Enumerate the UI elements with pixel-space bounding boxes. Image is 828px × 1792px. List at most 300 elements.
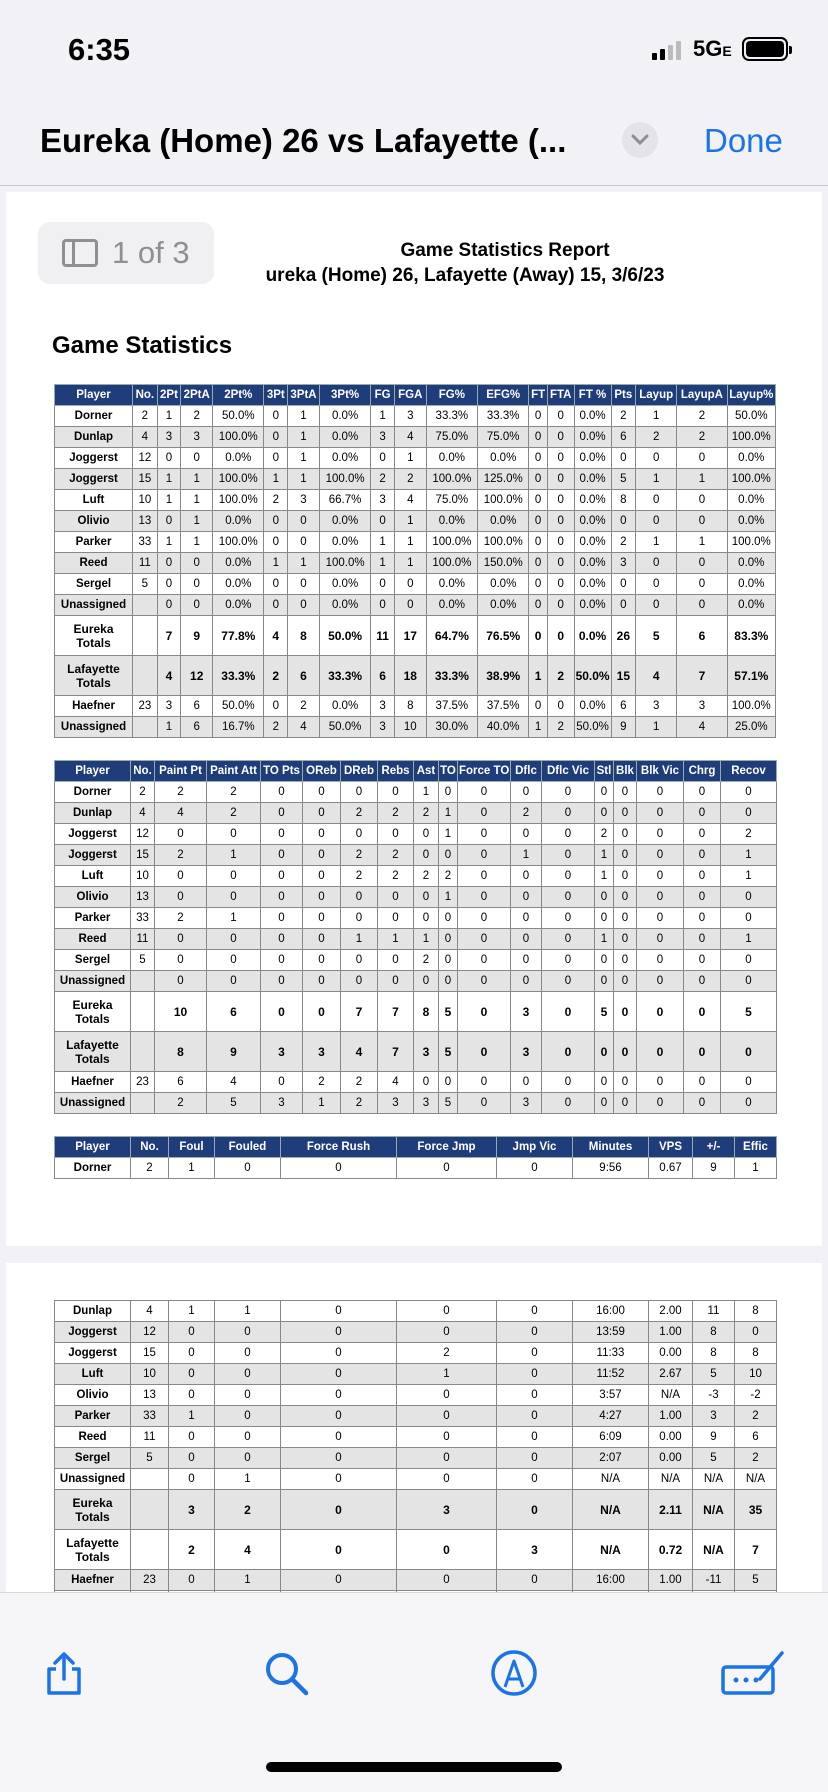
- document-title[interactable]: Eureka (Home) 26 vs Lafayette (...: [40, 122, 567, 159]
- stat-cell: 2: [414, 950, 439, 971]
- stat-cell: 11: [371, 616, 395, 656]
- stat-cell: 50.0%: [319, 616, 370, 656]
- stat-cell: 0: [458, 824, 511, 845]
- stat-cell: 3: [636, 696, 677, 717]
- column-header: Blk: [614, 761, 637, 782]
- stat-cell: 0: [458, 929, 511, 950]
- stat-cell: 0: [281, 1364, 397, 1385]
- stat-cell: 0: [529, 595, 547, 616]
- stat-cell: 0: [511, 866, 542, 887]
- stat-cell: 1: [288, 469, 320, 490]
- stat-cell: 0.0%: [727, 511, 775, 532]
- stat-cell: 12: [181, 656, 213, 696]
- stat-cell: 16:00: [573, 1570, 649, 1591]
- player-name-cell: Unassigned: [55, 1093, 131, 1114]
- search-icon[interactable]: [262, 1649, 310, 1697]
- stat-cell: 0.0%: [574, 616, 611, 656]
- stat-cell: 0: [677, 511, 727, 532]
- stat-cell: 1: [378, 929, 414, 950]
- stat-cell: 0: [378, 971, 414, 992]
- stat-cell: 16:00: [573, 1301, 649, 1322]
- stat-cell: 0: [303, 803, 341, 824]
- stat-cell: 2: [155, 908, 207, 929]
- stat-cell: 0: [595, 1032, 614, 1072]
- stat-cell: 3: [371, 696, 395, 717]
- stat-cell: 0: [542, 803, 595, 824]
- stat-cell: 1: [303, 1093, 341, 1114]
- stat-cell: 3: [371, 427, 395, 448]
- share-icon[interactable]: [40, 1649, 88, 1697]
- stat-cell: 50.0%: [574, 717, 611, 738]
- stat-cell: 4: [155, 803, 207, 824]
- stat-cell: 0.0%: [574, 511, 611, 532]
- table-row: [55, 1469, 777, 1490]
- stat-cell: 0: [458, 1072, 511, 1093]
- column-header: FGA: [394, 385, 426, 406]
- column-header: Recov: [721, 761, 777, 782]
- stat-cell: 75.0%: [478, 427, 529, 448]
- stat-cell: 100.0%: [478, 532, 529, 553]
- stat-cell: 0.0%: [426, 574, 477, 595]
- stat-cell: -3: [693, 1385, 735, 1406]
- stat-cell: 3: [414, 1093, 439, 1114]
- stat-cell: 3: [371, 717, 395, 738]
- column-header: VPS: [649, 1137, 693, 1158]
- done-button[interactable]: Done: [704, 122, 783, 159]
- stat-cell: 0: [637, 908, 684, 929]
- stat-cell: 0: [614, 782, 637, 803]
- stat-cell: 0: [721, 1032, 777, 1072]
- stat-cell: 0: [542, 929, 595, 950]
- column-header: LayupA: [677, 385, 727, 406]
- table-row: [55, 887, 777, 908]
- stat-cell: 0: [735, 1322, 777, 1343]
- stat-cell: 0: [614, 1093, 637, 1114]
- stat-cell: 0: [529, 511, 547, 532]
- stat-cell: 0: [547, 532, 574, 553]
- column-header: Effic: [735, 1137, 777, 1158]
- stat-cell: 0: [497, 1427, 573, 1448]
- player-name-cell: Dunlap: [55, 803, 131, 824]
- stat-cell: 0: [611, 595, 636, 616]
- player-name-cell: Dunlap: [55, 1301, 131, 1322]
- stat-cell: 0: [261, 950, 303, 971]
- stat-cell: 0: [215, 1406, 281, 1427]
- stat-cell: 5: [611, 469, 636, 490]
- stat-cell: 18: [394, 656, 426, 696]
- stat-cell: 2: [735, 1406, 777, 1427]
- stat-cell: 1: [288, 406, 320, 427]
- stat-cell: 0: [542, 971, 595, 992]
- stat-cell: 1: [169, 1301, 215, 1322]
- player-name-cell: Eureka Totals: [55, 616, 133, 656]
- stat-cell: 0: [264, 406, 288, 427]
- stat-cell: 0: [181, 574, 213, 595]
- stat-cell: 12: [131, 1322, 169, 1343]
- stat-cell: 0: [497, 1301, 573, 1322]
- stat-cell: 13:59: [573, 1322, 649, 1343]
- stat-cell: 0: [497, 1385, 573, 1406]
- stat-cell: 0: [371, 595, 395, 616]
- player-name-cell: Luft: [55, 490, 133, 511]
- stat-cell: 0: [378, 824, 414, 845]
- stat-cell: 0.0%: [574, 427, 611, 448]
- markup-pen-icon[interactable]: [490, 1649, 538, 1697]
- stat-cell: 33: [131, 908, 155, 929]
- column-header: EFG%: [478, 385, 529, 406]
- stat-cell: 37.5%: [478, 696, 529, 717]
- stat-cell: 0: [397, 1448, 497, 1469]
- stat-cell: 3: [677, 696, 727, 717]
- stat-cell: 8: [693, 1322, 735, 1343]
- stat-cell: 0: [261, 824, 303, 845]
- stat-cell: 33: [131, 1406, 169, 1427]
- table-row: [55, 908, 777, 929]
- stat-cell: 0: [378, 782, 414, 803]
- stat-cell: 0: [207, 824, 261, 845]
- stat-cell: 2: [155, 782, 207, 803]
- title-menu-button[interactable]: [622, 122, 658, 158]
- stat-cell: 3: [288, 490, 320, 511]
- stat-cell: 1: [721, 929, 777, 950]
- stat-cell: 0.00: [649, 1448, 693, 1469]
- stat-cell: 2: [215, 1490, 281, 1530]
- stat-cell: 50.0%: [213, 696, 264, 717]
- stat-cell: 83.3%: [727, 616, 775, 656]
- report-subtitle: ureka (Home) 26, Lafayette (Away) 15, 3/6/23: [265, 265, 665, 286]
- stat-cell: 0: [371, 448, 395, 469]
- stat-cell: [131, 971, 155, 992]
- player-name-cell: Reed: [55, 553, 133, 574]
- player-name-cell: Lafayette Totals: [55, 1530, 131, 1570]
- column-header: 2Pt: [157, 385, 181, 406]
- stat-cell: 1: [394, 532, 426, 553]
- stat-cell: 0: [497, 1322, 573, 1343]
- table-row: [55, 616, 776, 656]
- table-row: [55, 469, 776, 490]
- stat-cell: 0: [614, 845, 637, 866]
- stat-cell: 0: [261, 992, 303, 1032]
- stat-cell: 0.0%: [319, 595, 370, 616]
- player-name-cell: Luft: [55, 866, 131, 887]
- stat-cell: 3: [303, 1032, 341, 1072]
- stat-cell: 0: [684, 971, 721, 992]
- stat-cell: 0: [614, 887, 637, 908]
- stat-cell: 0: [261, 782, 303, 803]
- stat-cell: 0: [529, 406, 547, 427]
- stat-cell: 0: [458, 971, 511, 992]
- stat-cell: 0: [611, 574, 636, 595]
- stat-cell: 2:07: [573, 1448, 649, 1469]
- stat-cell: 0: [261, 866, 303, 887]
- player-name-cell: Lafayette Totals: [55, 1032, 131, 1072]
- stat-cell: 1: [529, 717, 547, 738]
- stat-cell: 1: [636, 406, 677, 427]
- stat-cell: 6: [181, 696, 213, 717]
- stat-cell: 0: [288, 574, 320, 595]
- stat-cell: 12: [131, 824, 155, 845]
- player-name-cell: Joggerst: [55, 1322, 131, 1343]
- stat-cell: 5: [439, 992, 458, 1032]
- column-header: Minutes: [573, 1137, 649, 1158]
- stat-cell: 2: [303, 1072, 341, 1093]
- stat-cell: 75.0%: [426, 427, 477, 448]
- stat-cell: [131, 1490, 169, 1530]
- stat-cell: 0: [684, 1072, 721, 1093]
- stat-cell: 3: [181, 427, 213, 448]
- stat-cell: 0: [637, 950, 684, 971]
- stat-cell: 0: [614, 929, 637, 950]
- stat-cell: 0: [595, 971, 614, 992]
- stat-cell: 0: [595, 1093, 614, 1114]
- stat-cell: 0.00: [649, 1427, 693, 1448]
- stat-cell: 50.0%: [727, 406, 775, 427]
- stat-cell: 125.0%: [478, 469, 529, 490]
- stat-cell: 4: [215, 1530, 281, 1570]
- column-header: DReb: [341, 761, 378, 782]
- player-name-cell: Joggerst: [55, 469, 133, 490]
- stat-cell: 0: [542, 845, 595, 866]
- stat-cell: N/A: [735, 1469, 777, 1490]
- stat-cell: 2: [341, 1072, 378, 1093]
- stat-cell: 0: [215, 1322, 281, 1343]
- stat-cell: 5: [131, 950, 155, 971]
- stat-cell: 0: [637, 1072, 684, 1093]
- stat-cell: 4: [133, 427, 158, 448]
- stat-cell: 1: [414, 782, 439, 803]
- stat-cell: 0: [721, 908, 777, 929]
- stat-cell: 38.9%: [478, 656, 529, 696]
- stat-cell: 6: [207, 992, 261, 1032]
- stat-cell: 0: [614, 1032, 637, 1072]
- stat-cell: 0: [547, 616, 574, 656]
- stat-cell: 0: [636, 553, 677, 574]
- table-row: [55, 656, 776, 696]
- stat-cell: 0: [288, 595, 320, 616]
- stat-cell: 2: [547, 717, 574, 738]
- stat-cell: 0.0%: [426, 595, 477, 616]
- stat-cell: 0: [511, 908, 542, 929]
- stat-cell: 0: [529, 616, 547, 656]
- column-header: No.: [131, 761, 155, 782]
- stat-cell: 0: [721, 1072, 777, 1093]
- stat-cell: 2: [341, 866, 378, 887]
- stat-cell: 100.0%: [727, 427, 775, 448]
- stat-cell: 0.0%: [727, 553, 775, 574]
- column-header: Player: [55, 1137, 131, 1158]
- stat-cell: 7: [378, 1032, 414, 1072]
- stat-cell: 0: [637, 824, 684, 845]
- stat-cell: 2: [414, 866, 439, 887]
- stat-cell: 100.0%: [213, 427, 264, 448]
- stat-cell: 10: [133, 490, 158, 511]
- stat-cell: 8: [155, 1032, 207, 1072]
- stat-cell: N/A: [573, 1530, 649, 1570]
- stat-cell: 0: [542, 782, 595, 803]
- stat-cell: 0: [397, 1322, 497, 1343]
- stat-cell: 3: [397, 1490, 497, 1530]
- stat-cell: 100.0%: [426, 532, 477, 553]
- table-row: [55, 1072, 777, 1093]
- stat-cell: 5: [721, 992, 777, 1032]
- stat-cell: 1: [157, 406, 181, 427]
- stat-cell: 0: [341, 887, 378, 908]
- stat-cell: 0: [547, 511, 574, 532]
- stat-cell: 1: [511, 845, 542, 866]
- player-name-cell: Unassigned: [55, 595, 133, 616]
- stat-cell: 0: [684, 950, 721, 971]
- stat-cell: 1: [181, 469, 213, 490]
- table-row: [55, 532, 776, 553]
- stat-cell: 1: [215, 1301, 281, 1322]
- stat-cell: 0.0%: [478, 448, 529, 469]
- page-indicator: [38, 222, 214, 284]
- stat-cell: 0: [611, 448, 636, 469]
- stat-cell: 0: [264, 448, 288, 469]
- stat-cell: 0: [684, 845, 721, 866]
- stat-cell: 6: [677, 616, 727, 656]
- stat-cell: 0: [458, 1093, 511, 1114]
- stat-cell: 0: [155, 950, 207, 971]
- stat-cell: 0.67: [649, 1158, 693, 1179]
- player-name-cell: Joggerst: [55, 448, 133, 469]
- stat-cell: 0: [721, 803, 777, 824]
- player-name-cell: Parker: [55, 908, 131, 929]
- stat-cell: 0: [439, 845, 458, 866]
- stat-cell: 10: [155, 992, 207, 1032]
- stat-cell: 0: [458, 950, 511, 971]
- column-header: Ast: [414, 761, 439, 782]
- stat-cell: 50.0%: [213, 406, 264, 427]
- stat-cell: 2: [341, 1093, 378, 1114]
- stat-cell: 0: [341, 971, 378, 992]
- stat-cell: 6: [735, 1427, 777, 1448]
- stat-cell: 0: [169, 1385, 215, 1406]
- stat-cell: 2.67: [649, 1364, 693, 1385]
- stat-cell: 2: [378, 803, 414, 824]
- stat-cell: 0: [155, 887, 207, 908]
- stat-cell: N/A: [649, 1469, 693, 1490]
- stat-cell: 0: [684, 1032, 721, 1072]
- page-indicator-label: 1 of 3: [112, 235, 190, 270]
- stat-cell: 2: [414, 803, 439, 824]
- stat-cell: 23: [131, 1072, 155, 1093]
- stat-cell: 33.3%: [478, 406, 529, 427]
- stat-cell: 0: [511, 887, 542, 908]
- stat-cell: 1: [371, 553, 395, 574]
- stat-cell: 0: [511, 782, 542, 803]
- stat-cell: 8: [735, 1301, 777, 1322]
- stat-cell: 0: [677, 448, 727, 469]
- column-header: FT %: [574, 385, 611, 406]
- stat-cell: 0.0%: [574, 448, 611, 469]
- stat-cell: 1: [439, 824, 458, 845]
- stat-cell: 2: [131, 782, 155, 803]
- stat-cell: 1: [636, 469, 677, 490]
- stat-cell: 1: [394, 448, 426, 469]
- stat-cell: 0: [288, 511, 320, 532]
- stat-cell: 50.0%: [574, 656, 611, 696]
- stat-cell: 0.0%: [319, 511, 370, 532]
- stat-cell: 35: [735, 1490, 777, 1530]
- stat-cell: 3: [414, 1032, 439, 1072]
- table-row: [55, 782, 777, 803]
- stat-cell: 1: [157, 469, 181, 490]
- stat-cell: 0: [215, 1448, 281, 1469]
- stat-cell: 5: [439, 1032, 458, 1072]
- stat-cell: 2: [547, 656, 574, 696]
- player-name-cell: Reed: [55, 929, 131, 950]
- stat-cell: 6: [611, 696, 636, 717]
- stat-cell: 77.8%: [213, 616, 264, 656]
- stat-cell: 8: [735, 1343, 777, 1364]
- stat-cell: 15: [131, 1343, 169, 1364]
- stat-cell: 0: [511, 950, 542, 971]
- stat-cell: 26: [611, 616, 636, 656]
- stat-cell: 1: [181, 490, 213, 511]
- stat-cell: 2: [677, 427, 727, 448]
- player-name-cell: Unassigned: [55, 971, 131, 992]
- stat-cell: 0.0%: [319, 574, 370, 595]
- stat-cell: 0: [542, 950, 595, 971]
- chevron-down-icon: [631, 134, 649, 146]
- table-row: [55, 595, 776, 616]
- stat-cell: 100.0%: [727, 469, 775, 490]
- column-header: No.: [133, 385, 158, 406]
- stat-cell: 0: [637, 1032, 684, 1072]
- stat-cell: 0.0%: [574, 469, 611, 490]
- stat-cell: 0: [207, 866, 261, 887]
- stat-cell: 0: [397, 1301, 497, 1322]
- stat-cell: 0: [281, 1343, 397, 1364]
- stat-cell: -11: [693, 1570, 735, 1591]
- player-name-cell: Dorner: [55, 1158, 131, 1179]
- stat-cell: 4: [288, 717, 320, 738]
- stat-cell: 0: [414, 824, 439, 845]
- stat-cell: 0: [637, 992, 684, 1032]
- stat-cell: 0: [497, 1406, 573, 1427]
- stat-cell: 0: [542, 1032, 595, 1072]
- stat-cell: 10: [394, 717, 426, 738]
- column-header: FG%: [426, 385, 477, 406]
- signature-icon[interactable]: [720, 1649, 786, 1697]
- stat-cell: 0: [595, 782, 614, 803]
- stat-cell: 64.7%: [426, 616, 477, 656]
- stat-cell: 0: [378, 950, 414, 971]
- stat-cell: 1: [288, 448, 320, 469]
- stat-cell: 8: [414, 992, 439, 1032]
- stat-cell: 2: [735, 1448, 777, 1469]
- stat-cell: 0.0%: [426, 448, 477, 469]
- stat-cell: 0: [397, 1469, 497, 1490]
- stat-cell: 0.0%: [319, 427, 370, 448]
- player-name-cell: Lafayette Totals: [55, 656, 133, 696]
- stat-cell: 0.0%: [574, 406, 611, 427]
- stat-cell: 2: [264, 717, 288, 738]
- stat-cell: 0: [181, 448, 213, 469]
- stat-cell: 10: [735, 1364, 777, 1385]
- table-row: [55, 511, 776, 532]
- stat-cell: 2: [288, 696, 320, 717]
- stat-cell: 0: [281, 1158, 397, 1179]
- stat-cell: 100.0%: [426, 553, 477, 574]
- stat-cell: 57.1%: [727, 656, 775, 696]
- column-header: Rebs: [378, 761, 414, 782]
- stat-cell: 7: [341, 992, 378, 1032]
- stat-cell: 12: [133, 448, 158, 469]
- stat-cell: 1: [215, 1570, 281, 1591]
- stat-cell: [133, 717, 158, 738]
